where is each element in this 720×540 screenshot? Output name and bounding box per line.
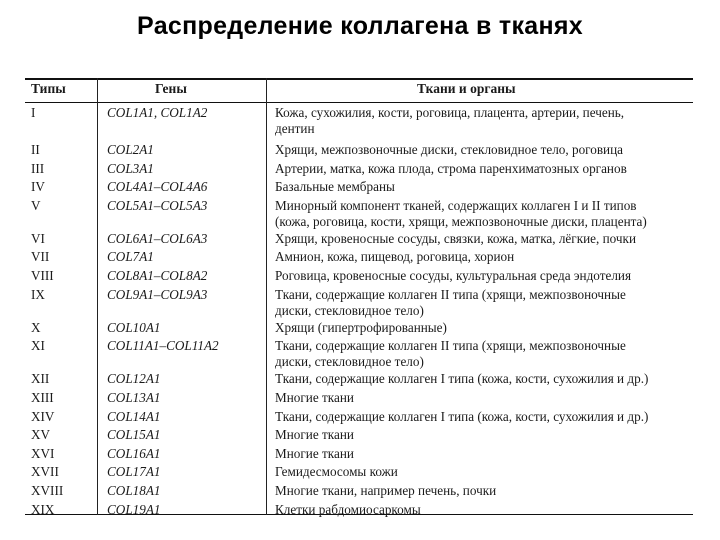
type-cell: XV xyxy=(31,427,51,442)
tissue-line: (кожа, роговица, кости, хрящи, межпозвоночные диски, плацента) xyxy=(275,214,647,229)
header-genes: Гены xyxy=(155,81,187,96)
tissue-cell xyxy=(275,142,691,158)
gene-cell: COL8A1–COL8A2 xyxy=(107,268,208,283)
tissue-cell xyxy=(275,198,691,230)
type-cell: VI xyxy=(31,231,45,246)
tissue-cell xyxy=(275,268,691,284)
type-cell: XVI xyxy=(31,446,55,461)
tissue-line: Ткани, содержащие коллаген II типа (хрящи, межпозвоночные xyxy=(275,287,626,302)
tissue-line: диски, стекловидное тело) xyxy=(275,303,424,318)
tissue-cell xyxy=(275,320,691,336)
tissue-line: Ткани, содержащие коллаген I типа (кожа, кости, сухожилия и др.) xyxy=(275,409,649,424)
type-cell: III xyxy=(31,161,45,176)
type-cell: V xyxy=(31,198,41,213)
column-divider-2 xyxy=(266,78,267,515)
tissue-line: Многие ткани xyxy=(275,446,354,461)
gene-cell: COL12A1 xyxy=(107,371,161,386)
type-cell: XI xyxy=(31,338,45,353)
type-cell: VII xyxy=(31,249,50,264)
gene-cell: COL4A1–COL4A6 xyxy=(107,179,208,194)
tissue-line: Хрящи (гипертрофированные) xyxy=(275,320,447,335)
column-divider-1 xyxy=(97,78,98,515)
tissue-line: Многие ткани, например печень, почки xyxy=(275,483,497,498)
gene-cell: COL19A1 xyxy=(107,502,161,517)
gene-cell: COL11A1–COL11A2 xyxy=(107,338,219,353)
gene-cell: COL18A1 xyxy=(107,483,161,498)
tissue-line: Роговица, кровеносные сосуды, культуральная среда эндотелия xyxy=(275,268,632,283)
tissue-line: Хрящи, межпозвоночные диски, стекловидное тело, роговица xyxy=(275,142,624,157)
tissue-line: Многие ткани xyxy=(275,427,354,442)
gene-cell: COL5A1–COL5A3 xyxy=(107,198,208,213)
tissue-cell xyxy=(275,502,691,518)
tissue-cell xyxy=(275,249,691,265)
header-types: Типы xyxy=(31,81,66,96)
type-cell: XIII xyxy=(31,390,54,405)
tissue-cell xyxy=(275,231,691,247)
type-cell: XII xyxy=(31,371,50,386)
type-cell: XVII xyxy=(31,464,59,479)
tissue-line: Кожа, сухожилия, кости, роговица, плацента, артерии, печень, xyxy=(275,105,625,120)
tissue-cell xyxy=(275,446,691,462)
gene-cell: COL16A1 xyxy=(107,446,161,461)
slide-title: Распределение коллагена в тканях xyxy=(137,12,583,40)
gene-cell: COL10A1 xyxy=(107,320,161,335)
gene-cell: COL9A1–COL9A3 xyxy=(107,287,208,302)
gene-cell: COL2A1 xyxy=(107,142,154,157)
tissue-cell xyxy=(275,371,691,387)
tissue-cell xyxy=(275,427,691,443)
gene-cell: COL14A1 xyxy=(107,409,161,424)
gene-cell: COL15A1 xyxy=(107,427,161,442)
gene-cell: COL13A1 xyxy=(107,390,161,405)
type-cell: IV xyxy=(31,179,45,194)
type-cell: XVIII xyxy=(31,483,64,498)
tissue-line: Базальные мембраны xyxy=(275,179,395,194)
collagen-table xyxy=(25,78,693,515)
tissue-cell xyxy=(275,409,691,425)
tissue-cell xyxy=(275,161,691,177)
tissue-line: дентин xyxy=(275,121,315,136)
tissue-line: Артерии, матка, кожа плода, строма паренхиматозных органов xyxy=(275,161,627,176)
type-cell: XIV xyxy=(31,409,55,424)
header-tissues: Ткани и органы xyxy=(417,81,516,96)
type-cell: IX xyxy=(31,287,45,302)
tissue-cell xyxy=(275,287,691,319)
gene-cell: COL7A1 xyxy=(107,249,154,264)
tissue-cell xyxy=(275,105,691,137)
type-cell: II xyxy=(31,142,40,157)
type-cell: VIII xyxy=(31,268,54,283)
table-top-rule xyxy=(25,78,693,80)
tissue-cell xyxy=(275,338,691,370)
table-header-rule xyxy=(25,102,693,103)
tissue-line: Ткани, содержащие коллаген I типа (кожа, кости, сухожилия и др.) xyxy=(275,371,649,386)
gene-cell: COL1A1, COL1A2 xyxy=(107,105,208,120)
tissue-line: Минорный компонент тканей, содержащих коллаген I и II типов xyxy=(275,198,637,213)
gene-cell: COL6A1–COL6A3 xyxy=(107,231,208,246)
tissue-cell xyxy=(275,464,691,480)
tissue-cell xyxy=(275,179,691,195)
tissue-line: Хрящи, кровеносные сосуды, связки, кожа, матка, лёгкие, почки xyxy=(275,231,637,246)
tissue-cell xyxy=(275,390,691,406)
type-cell: X xyxy=(31,320,41,335)
gene-cell: COL3A1 xyxy=(107,161,154,176)
tissue-line: Клетки рабдомиосаркомы xyxy=(275,502,421,517)
gene-cell: COL17A1 xyxy=(107,464,161,479)
tissue-line: диски, стекловидное тело) xyxy=(275,354,424,369)
tissue-cell xyxy=(275,483,691,499)
tissue-line: Амнион, кожа, пищевод, роговица, хорион xyxy=(275,249,515,264)
type-cell: I xyxy=(31,105,36,120)
type-cell: XIX xyxy=(31,502,55,517)
tissue-line: Многие ткани xyxy=(275,390,354,405)
tissue-line: Ткани, содержащие коллаген II типа (хрящи, межпозвоночные xyxy=(275,338,626,353)
tissue-line: Гемидесмосомы кожи xyxy=(275,464,398,479)
